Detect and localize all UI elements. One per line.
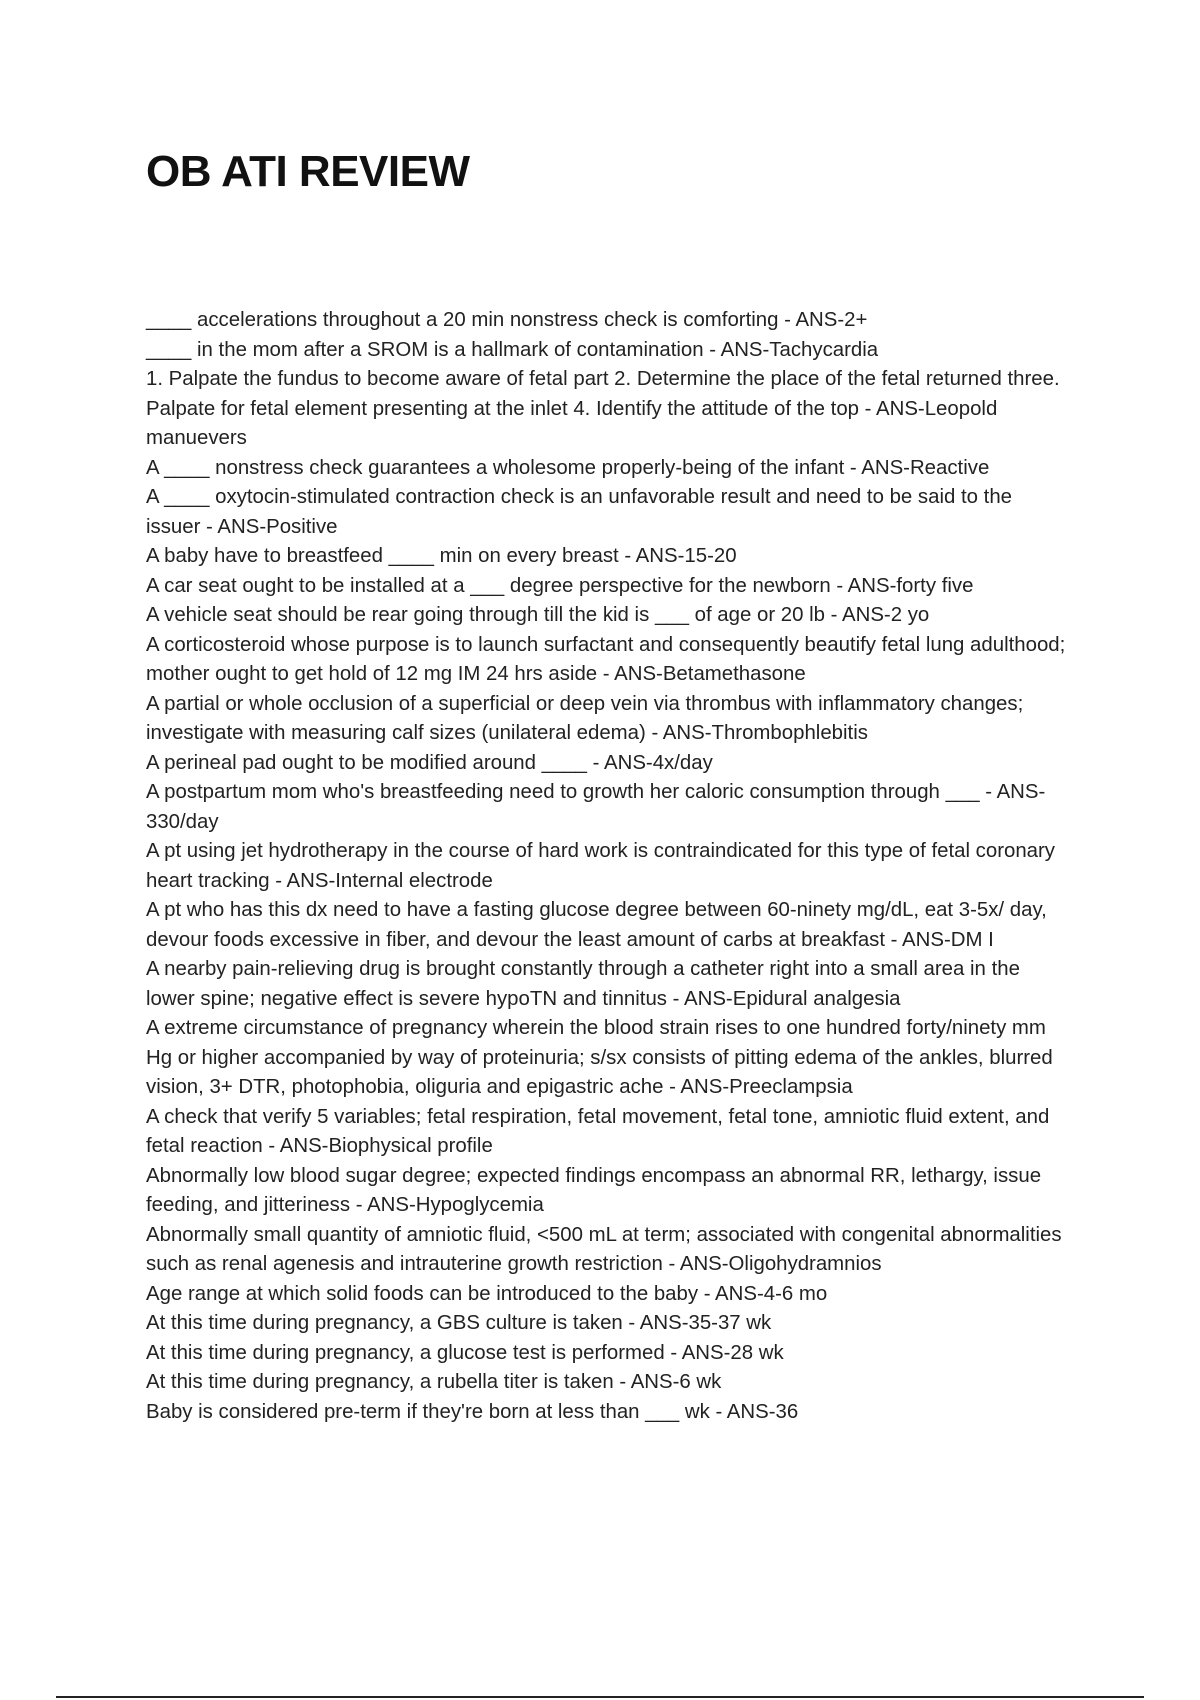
list-item: A extreme circumstance of pregnancy wherein the blood strain rises to one hundred forty/ninety mm Hg or higher accompanied by way of proteinuria; s/sx consists of pitting edema of the ankles, blurred vision, 3+ DTR, photophobia, oliguria and epigastric ache - ANS-Preeclampsia [146,1017,1059,1098]
list-item: 1. Palpate the fundus to become aware of fetal part 2. Determine the place of the fetal returned three. Palpate for fetal element presenting at the inlet 4. Identify the attitude of the top - ANS-Leopold manuevers [146,368,1066,449]
list-item: ____ accelerations throughout a 20 min nonstress check is comforting - ANS-2+ [146,309,868,331]
list-item: A partial or whole occlusion of a superficial or deep vein via thrombus with inflammatory changes; investigate with measuring calf sizes (unilateral edema) - ANS-Thrombophlebitis [146,692,1029,744]
list-item: At this time during pregnancy, a glucose test is performed - ANS-28 wk [146,1341,784,1364]
page-title: OB ATI REVIEW [146,147,470,196]
list-item: A postpartum mom who's breastfeeding need to growth her caloric consumption through ___ - ANS-330/day [146,781,1046,833]
list-item: At this time during pregnancy, a rubella titer is taken - ANS-6 wk [146,1371,722,1393]
footer-divider [56,1696,1144,1698]
list-item: A ____ oxytocin-stimulated contraction check is an unfavorable result and need to be said to the issuer - ANS-Positive [146,486,1018,538]
list-item: A corticosteroid whose purpose is to launch surfactant and consequently beautify fetal lung adulthood; mother ought to get hold of 12 mg IM 24 hrs aside - ANS-Betamethasone [146,633,1071,685]
list-item: Baby is considered pre-term if they're born at less than ___ wk - ANS-36 [146,1400,799,1423]
list-item: A vehicle seat should be rear going through till the kid is ___ of age or 20 lb - ANS-2 yo [146,604,930,626]
list-item: Age range at which solid foods can be introduced to the baby - ANS-4-6 mo [146,1282,828,1305]
list-item: A pt using jet hydrotherapy in the course of hard work is contraindicated for this type of fetal coronary heart tracking - ANS-Internal electrode [146,840,1061,892]
list-item: At this time during pregnancy, a GBS culture is taken - ANS-35-37 wk [146,1312,772,1334]
list-item: A check that verify 5 variables; fetal respiration, fetal movement, fetal tone, amniotic fluid extent, and fetal reaction - ANS-Biophysical profile [146,1105,1055,1157]
list-item: A perineal pad ought to be modified around ____ - ANS-4x/day [146,751,713,774]
list-item: A ____ nonstress check guarantees a wholesome properly-being of the infant - ANS-Reactive [146,456,990,479]
list-item: ____ in the mom after a SROM is a hallmark of contamination - ANS-Tachycardia [146,338,879,361]
list-item: Abnormally small quantity of amniotic fluid, <500 mL at term; associated with congenital abnormalities such as renal agenesis and intrauterine growth restriction - ANS-Oligohydramnios [146,1223,1068,1275]
list-item: A nearby pain-relieving drug is brought constantly through a catheter right into a small area in the lower spine; negative effect is severe hypoTN and tinnitus - ANS-Epidural analgesia [146,958,1026,1010]
list-item: Abnormally low blood sugar degree; expected findings encompass an abnormal RR, lethargy, issue feeding, and jitteriness - ANS-Hypoglycemia [146,1164,1047,1216]
qa-list [146,306,1071,1427]
list-item: A car seat ought to be installed at a ___ degree perspective for the newborn - ANS-forty five [146,574,974,597]
list-item: A pt who has this dx need to have a fasting glucose degree between 60-ninety mg/dL, eat 3-5x/ day, devour foods excessive in fiber, and devour the least amount of carbs at breakfast - ANS-DM I [146,899,1053,951]
list-item: A baby have to breastfeed ____ min on every breast - ANS-15-20 [146,545,737,567]
